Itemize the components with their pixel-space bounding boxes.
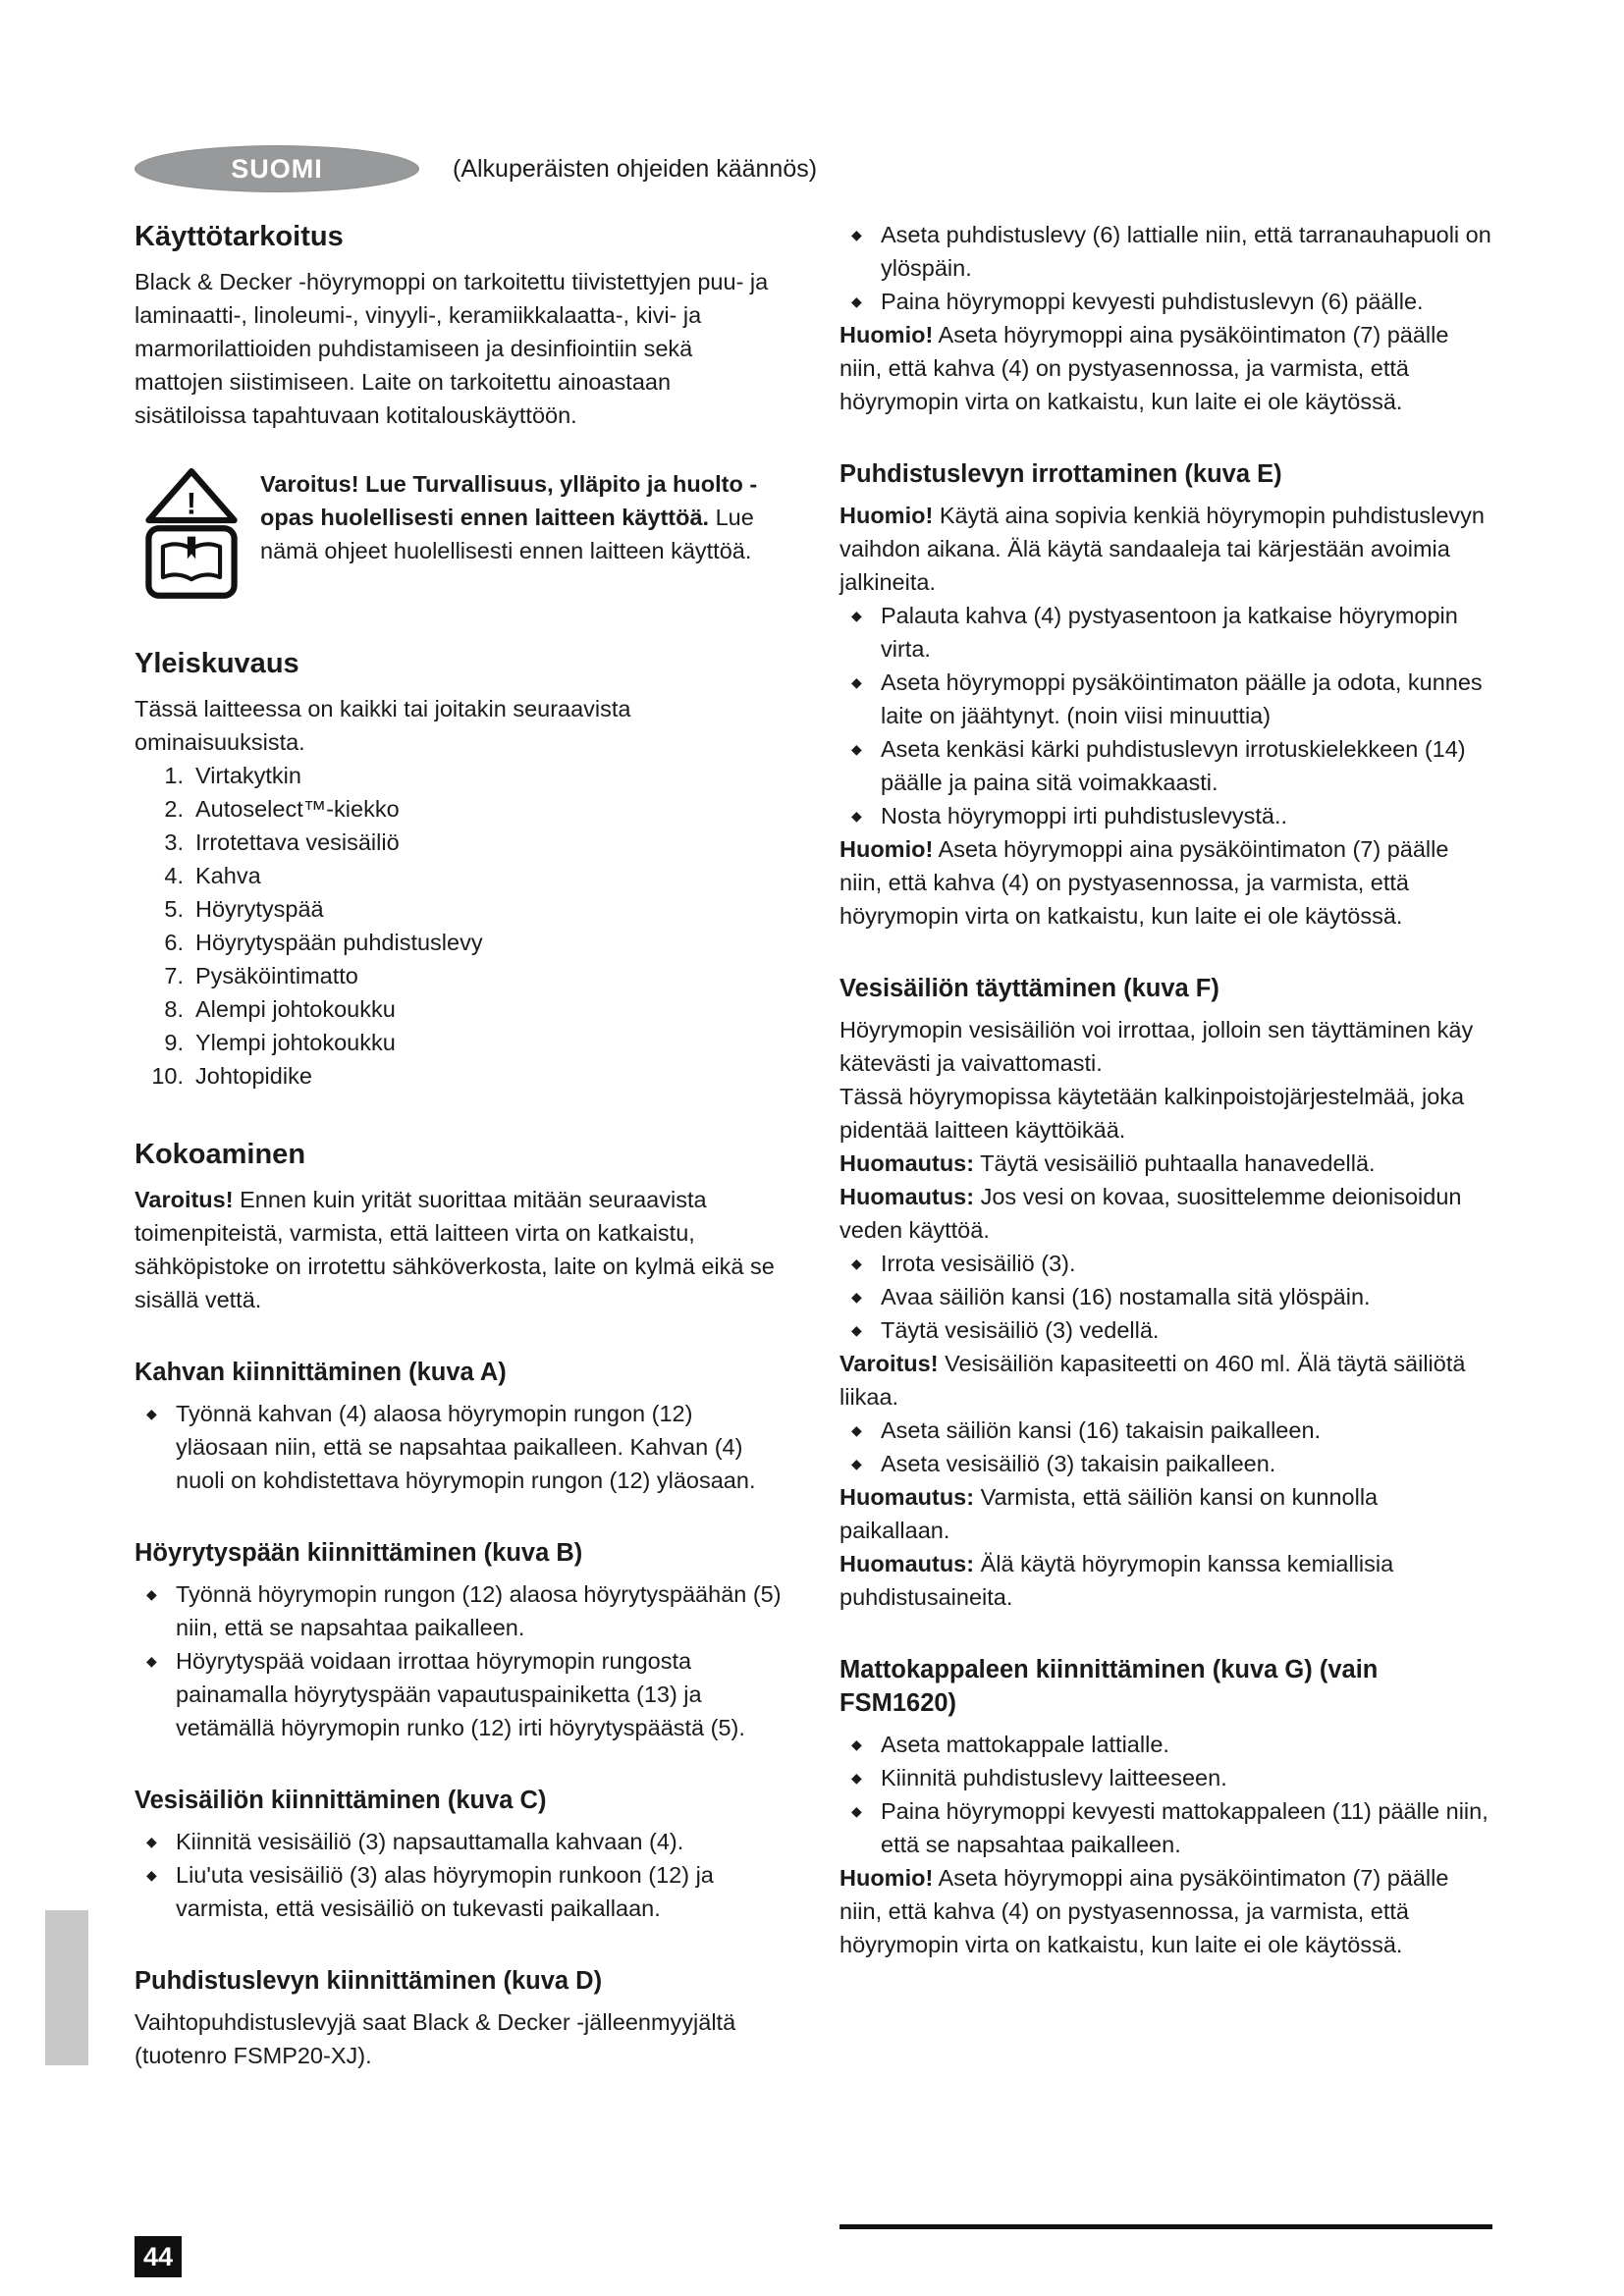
bullet-item bbox=[839, 1728, 1492, 1761]
bullet-text: Aseta säiliön kansi (16) takaisin paikalleen. bbox=[881, 1417, 1322, 1443]
item-number: 3. bbox=[164, 829, 184, 855]
bullet-item bbox=[839, 218, 1492, 285]
numbered-item bbox=[135, 959, 785, 992]
numbered-item bbox=[135, 759, 785, 792]
diamond-bullet-icon: ◆ bbox=[851, 1255, 862, 1271]
bullet-text: Liu'uta vesisäiliö (3) alas höyrymopin runkoon (12) ja varmista, että vesisäiliö on tukevasti paikallaan. bbox=[176, 1862, 714, 1921]
page-header bbox=[135, 145, 817, 192]
numbered-list bbox=[135, 759, 785, 1093]
text-run: Höyrymopin vesisäiliön voi irrottaa, jolloin sen täyttäminen käy kätevästi ja vaivattomasti. bbox=[839, 1017, 1474, 1076]
section-heading: Yleiskuvaus bbox=[135, 648, 299, 679]
text-run: Tässä laitteessa on kaikki tai joitakin seuraavista ominaisuuksista. bbox=[135, 696, 631, 755]
item-number: 1. bbox=[164, 763, 184, 788]
bullet-list bbox=[135, 1825, 785, 1925]
text-run: Tässä höyrymopissa käytetään kalkinpoistojärjestelmää, joka pidentää laitteen käyttöikää. bbox=[839, 1084, 1465, 1143]
bullet-list bbox=[839, 599, 1492, 832]
bullet-text: Aseta vesisäiliö (3) takaisin paikalleen. bbox=[881, 1451, 1276, 1476]
bullet-list bbox=[839, 1414, 1492, 1480]
item-text: Alempi johtokoukku bbox=[195, 996, 396, 1022]
bullet-item bbox=[839, 1280, 1492, 1313]
bullet-text: Palauta kahva (4) pystyasentoon ja katkaise höyrymopin virta. bbox=[881, 603, 1458, 662]
translation-note: (Alkuperäisten ohjeiden käännös) bbox=[453, 154, 818, 183]
item-number: 4. bbox=[164, 863, 184, 888]
bullet-item bbox=[839, 1447, 1492, 1480]
warning-text bbox=[260, 467, 785, 567]
binding-mark bbox=[45, 1910, 88, 2065]
text-run: Vaihtopuhdistuslevyjä saat Black & Decker -jälleenmyyjältä (tuotenro FSMP20-XJ). bbox=[135, 2009, 736, 2068]
bullet-text: Höyrytyspää voidaan irrottaa höyrymopin rungosta painamalla höyrytyspään vapautuspainiketta (13) ja vetämällä höyrymopin runko (12) irti höyrytyspäästä (5). bbox=[176, 1648, 745, 1740]
bullet-text: Avaa säiliön kansi (16) nostamalla sitä ylöspäin. bbox=[881, 1284, 1371, 1309]
page-number: 44 bbox=[142, 2241, 174, 2271]
bold-run: Huomio! bbox=[839, 322, 934, 347]
left-column bbox=[135, 218, 785, 2072]
bold-run: Varoitus! bbox=[839, 1351, 939, 1376]
diamond-bullet-icon: ◆ bbox=[146, 1653, 157, 1669]
numbered-item bbox=[135, 826, 785, 859]
bullet-item bbox=[839, 599, 1492, 666]
text-run: Aseta höyrymoppi aina pysäköintimaton (7) päälle niin, että kahva (4) on pystyasennossa, ja varmista, että höyrymopin virta on katkaistu, kun laite ei ole käytössä. bbox=[839, 836, 1449, 929]
section-heading: Höyrytyspään kiinnittäminen (kuva B) bbox=[135, 1539, 583, 1567]
section-heading: Puhdistuslevyn kiinnittäminen (kuva D) bbox=[135, 1967, 603, 1995]
diamond-bullet-icon: ◆ bbox=[851, 294, 862, 309]
paragraph bbox=[135, 265, 785, 432]
text-run: Lue nämä ohjeet huolellisesti ennen laitteen käyttöä. bbox=[260, 505, 754, 563]
bold-run: Huomautus: bbox=[839, 1484, 975, 1510]
bullet-text: Työnnä höyrymopin rungon (12) alaosa höyrytyspäähän (5) niin, että se napsahtaa paikalleen. bbox=[176, 1581, 782, 1640]
diamond-bullet-icon: ◆ bbox=[851, 1422, 862, 1438]
section-heading: Kahvan kiinnittäminen (kuva A) bbox=[135, 1359, 507, 1386]
footer-rule bbox=[839, 2224, 1492, 2229]
language-badge-label: SUOMI bbox=[231, 153, 323, 184]
diamond-bullet-icon: ◆ bbox=[851, 1289, 862, 1305]
item-number: 9. bbox=[164, 1030, 184, 1055]
item-text: Ylempi johtokoukku bbox=[195, 1030, 396, 1055]
bullet-list bbox=[839, 1728, 1492, 1861]
bullet-text: Irrota vesisäiliö (3). bbox=[881, 1251, 1076, 1276]
item-number: 2. bbox=[164, 796, 184, 822]
bullet-item bbox=[135, 1644, 785, 1744]
section-heading: Vesisäiliön kiinnittäminen (kuva C) bbox=[135, 1787, 547, 1814]
bold-run: Huomautus: bbox=[839, 1150, 975, 1176]
bullet-text: Työnnä kahvan (4) alaosa höyrymopin rungon (12) yläosaan niin, että se napsahtaa paikalleen. Kahvan (4) nuoli on kohdistettava höyrymopin rungon (12) yläosaan. bbox=[176, 1401, 756, 1493]
paragraph bbox=[839, 1013, 1492, 1080]
bullet-text: Aseta kenkäsi kärki puhdistuslevyn irrotuskielekkeen (14) päälle ja paina sitä voimakkaasti. bbox=[881, 736, 1466, 795]
right-column bbox=[839, 218, 1492, 1961]
diamond-bullet-icon: ◆ bbox=[851, 674, 862, 690]
item-text: Höyrytyspään puhdistuslevy bbox=[195, 930, 483, 955]
section-heading: Vesisäiliön täyttäminen (kuva F) bbox=[839, 975, 1219, 1002]
section-heading: Mattokappaleen kiinnittäminen (kuva G) (vain FSM1620) bbox=[839, 1656, 1379, 1717]
bullet-list bbox=[135, 1397, 785, 1497]
item-number: 7. bbox=[164, 963, 184, 988]
bullet-text: Aseta puhdistuslevy (6) lattialle niin, että tarranauhapuoli on ylöspäin. bbox=[881, 222, 1491, 281]
bullet-text: Kiinnitä vesisäiliö (3) napsauttamalla kahvaan (4). bbox=[176, 1829, 684, 1854]
bullet-text: Aseta höyrymoppi pysäköintimaton päälle ja odota, kunnes laite on jäähtynyt. (noin viisi minuuttia) bbox=[881, 669, 1483, 728]
bullet-text: Täytä vesisäiliö (3) vedellä. bbox=[881, 1317, 1160, 1343]
text-run: Black & Decker -höyrymoppi on tarkoitettu tiivistettyjen puu- ja laminaatti-, linoleumi-, vinyyli-, keramiikkalaatta-, kivi- ja marmorilattioiden puhdistamiseen ja desinfiointiin sekä mattojen siistimiseen. Laite on tarkoitettu ainoastaan sisätiloissa tapahtuvaan kotitalouskäyttöön. bbox=[135, 269, 769, 428]
paragraph bbox=[839, 1347, 1492, 1414]
bullet-item bbox=[839, 1414, 1492, 1447]
numbered-item bbox=[135, 892, 785, 926]
bullet-text: Nosta höyrymoppi irti puhdistuslevystä.. bbox=[881, 803, 1288, 828]
paragraph bbox=[135, 2005, 785, 2072]
read-manual-warning-icon bbox=[140, 467, 243, 602]
diamond-bullet-icon: ◆ bbox=[851, 741, 862, 757]
text-run: Vesisäiliön kapasiteetti on 460 ml. Älä täytä säiliötä liikaa. bbox=[839, 1351, 1466, 1410]
diamond-bullet-icon: ◆ bbox=[851, 1322, 862, 1338]
bullet-item bbox=[839, 1313, 1492, 1347]
paragraph bbox=[839, 1147, 1492, 1180]
diamond-bullet-icon: ◆ bbox=[146, 1586, 157, 1602]
paragraph bbox=[839, 499, 1492, 599]
diamond-bullet-icon: ◆ bbox=[851, 227, 862, 242]
diamond-bullet-icon: ◆ bbox=[851, 1736, 862, 1752]
bold-run: Huomio! bbox=[839, 1865, 934, 1891]
numbered-item bbox=[135, 1026, 785, 1059]
paragraph bbox=[839, 318, 1492, 418]
bullet-text: Kiinnitä puhdistuslevy laitteeseen. bbox=[881, 1765, 1227, 1790]
bullet-item bbox=[839, 285, 1492, 318]
bullet-item bbox=[839, 1761, 1492, 1794]
numbered-item bbox=[135, 926, 785, 959]
diamond-bullet-icon: ◆ bbox=[851, 608, 862, 623]
diamond-bullet-icon: ◆ bbox=[851, 1803, 862, 1819]
bullet-item bbox=[135, 1858, 785, 1925]
bullet-text: Paina höyrymoppi kevyesti mattokappaleen (11) päälle niin, että se napsahtaa paikalleen. bbox=[881, 1798, 1489, 1857]
item-number: 8. bbox=[164, 996, 184, 1022]
bold-run: Huomautus: bbox=[839, 1184, 975, 1209]
section-heading: Käyttötarkoitus bbox=[135, 221, 344, 252]
item-number: 10. bbox=[151, 1063, 184, 1089]
svg-text:!: ! bbox=[186, 486, 197, 521]
read-manual-warning bbox=[135, 467, 785, 602]
text-run: Käytä aina sopivia kenkiä höyrymopin puhdistuslevyn vaihdon aikana. Älä käytä sandaaleja tai kärjestään avoimia jalkineita. bbox=[839, 503, 1486, 595]
bold-run: Varoitus! Lue Turvallisuus, ylläpito ja huolto -opas huolellisesti ennen laitteen käyttöä. bbox=[260, 471, 758, 530]
item-number: 6. bbox=[164, 930, 184, 955]
bullet-item bbox=[839, 732, 1492, 799]
numbered-item bbox=[135, 1059, 785, 1093]
diamond-bullet-icon: ◆ bbox=[851, 808, 862, 824]
diamond-bullet-icon: ◆ bbox=[146, 1834, 157, 1849]
diamond-bullet-icon: ◆ bbox=[851, 1770, 862, 1786]
text-run: Ennen kuin yrität suorittaa mitään seuraavista toimenpiteistä, varmista, että laitteen virta on katkaistu, sähköpistoke on irrotettu sähköverkosta, laite on kylmä eikä se sisällä vettä. bbox=[135, 1187, 775, 1312]
bold-run: Huomio! bbox=[839, 836, 934, 862]
bullet-item bbox=[135, 1577, 785, 1644]
text-run: Varmista, että säiliön kansi on kunnolla paikallaan. bbox=[839, 1484, 1379, 1543]
item-text: Virtakytkin bbox=[195, 763, 301, 788]
item-number: 5. bbox=[164, 896, 184, 922]
item-text: Johtopidike bbox=[195, 1063, 312, 1089]
numbered-item bbox=[135, 859, 785, 892]
bold-run: Varoitus! bbox=[135, 1187, 234, 1212]
paragraph bbox=[839, 1480, 1492, 1547]
item-text: Pysäköintimatto bbox=[195, 963, 358, 988]
text-run: Täytä vesisäiliö puhtaalla hanavedellä. bbox=[974, 1150, 1376, 1176]
bullet-list bbox=[839, 1247, 1492, 1347]
bold-run: Huomio! bbox=[839, 503, 934, 528]
bullet-list bbox=[135, 1577, 785, 1744]
bullet-item bbox=[839, 1794, 1492, 1861]
item-text: Höyrytyspää bbox=[195, 896, 324, 922]
language-badge bbox=[135, 145, 419, 192]
numbered-item bbox=[135, 992, 785, 1026]
numbered-item bbox=[135, 792, 785, 826]
text-run: Älä käytä höyrymopin kanssa kemiallisia puhdistusaineita. bbox=[839, 1551, 1394, 1610]
bold-run: Huomautus: bbox=[839, 1551, 975, 1576]
page-number-badge bbox=[135, 2236, 182, 2277]
bullet-item bbox=[135, 1825, 785, 1858]
item-text: Autoselect™-kiekko bbox=[195, 796, 400, 822]
text-run: Aseta höyrymoppi aina pysäköintimaton (7) päälle niin, että kahva (4) on pystyasennossa, ja varmista, että höyrymopin virta on katkaistu, kun laite ei ole käytössä. bbox=[839, 1865, 1449, 1957]
paragraph bbox=[135, 692, 785, 759]
paragraph bbox=[839, 1861, 1492, 1961]
paragraph bbox=[839, 832, 1492, 933]
bullet-text: Paina höyrymoppi kevyesti puhdistuslevyn (6) päälle. bbox=[881, 289, 1424, 314]
text-run: Aseta höyrymoppi aina pysäköintimaton (7) päälle niin, että kahva (4) on pystyasennossa, ja varmista, että höyrymopin virta on katkaistu, kun laite ei ole käytössä. bbox=[839, 322, 1449, 414]
section-heading: Puhdistuslevyn irrottaminen (kuva E) bbox=[839, 460, 1282, 488]
diamond-bullet-icon: ◆ bbox=[146, 1867, 157, 1883]
paragraph bbox=[839, 1080, 1492, 1147]
text-run: Jos vesi on kovaa, suosittelemme deionisoidun veden käyttöä. bbox=[839, 1184, 1462, 1243]
bullet-list bbox=[839, 218, 1492, 318]
bullet-item bbox=[839, 1247, 1492, 1280]
paragraph bbox=[135, 1183, 785, 1316]
bullet-text: Aseta mattokappale lattialle. bbox=[881, 1732, 1169, 1757]
bullet-item bbox=[135, 1397, 785, 1497]
diamond-bullet-icon: ◆ bbox=[146, 1406, 157, 1421]
section-heading: Kokoaminen bbox=[135, 1139, 306, 1170]
item-text: Irrotettava vesisäiliö bbox=[195, 829, 400, 855]
paragraph bbox=[839, 1547, 1492, 1614]
bullet-item bbox=[839, 666, 1492, 732]
item-text: Kahva bbox=[195, 863, 261, 888]
paragraph bbox=[839, 1180, 1492, 1247]
diamond-bullet-icon: ◆ bbox=[851, 1456, 862, 1471]
bullet-item bbox=[839, 799, 1492, 832]
